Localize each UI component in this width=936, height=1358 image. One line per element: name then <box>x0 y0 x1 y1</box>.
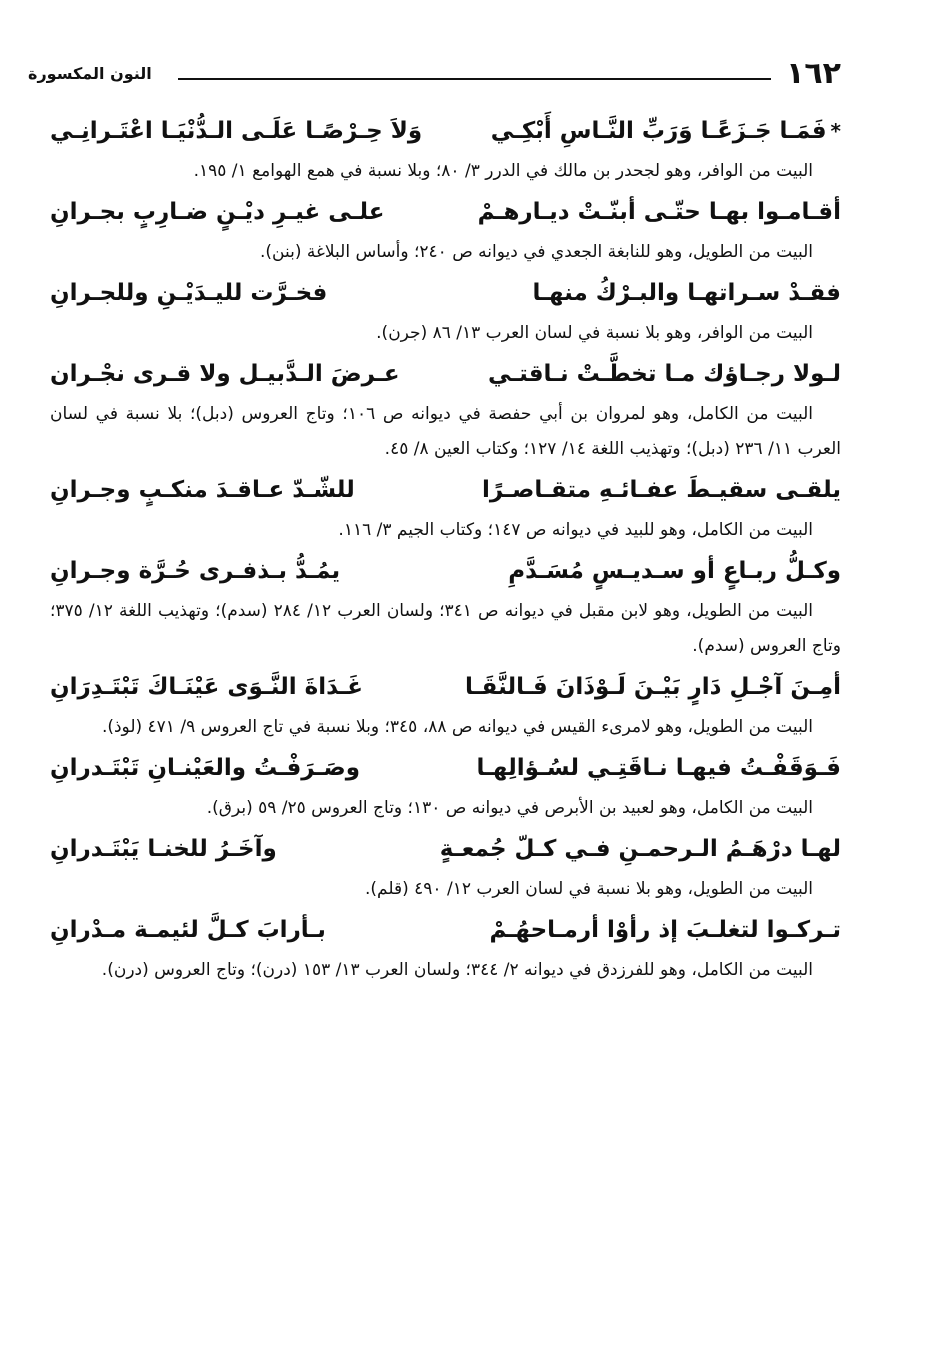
first-hemistich: يلقـى سقيـطَ عفـائـهِ متقـاصـرًا <box>482 477 841 503</box>
first-hemistich: أقـامـوا بهـا حتّـى أبنّـتْ ديـارهـمْ <box>477 199 841 225</box>
star-marker: * <box>830 119 841 143</box>
verse-entry <box>50 189 841 270</box>
first-hemistich: لهـا درْهَـمُ الـرحمـنِ فـي كـلّ جُمعـةٍ <box>439 836 841 862</box>
first-hemistich: تـركـوا لتغلـبَ إذ رأوْا أرمـاحهُـمْ <box>489 917 841 943</box>
verse-line <box>50 826 841 872</box>
verse-note: البيت من الطويل، وهو لامرىء القيس في ديوانه ص ٨٨، ٣٤٥؛ وبلا نسبة في تاج العروس ٩/ ٤٧١ (لوذ). <box>101 717 813 737</box>
chapter-title: النون المكسورة <box>28 64 152 83</box>
header-rule <box>178 78 771 80</box>
verse-note: البيت من الكامل، وهو للبيد في ديوانه ص ١٤٧؛ وكتاب الجيم ٣/ ١١٦. <box>338 520 813 540</box>
second-hemistich: علـى غيـرِ ديْـنٍ ضـارِبٍ بجـرانِ <box>50 199 385 225</box>
verse-list <box>50 108 841 988</box>
second-hemistich: يمُـدُّ بـذفـرى حُـرَّة وجـرانِ <box>50 558 341 584</box>
verse-note: البيت من الطويل، وهو لابن مقبل في ديوانه ص ٣٤١؛ ولسان العرب ١٢/ ٢٨٤ (سدم)؛ وتهذيب اللغة ١٢/ ٣٧٥؛ وتاج العروس (سدم). <box>50 601 841 656</box>
first-hemistich: وكـلُّ ربـاعٍ أو سـديـسٍ مُسَـدَّمِ <box>508 558 841 584</box>
second-hemistich: غَـدَاةَ النَّـوَى عَيْنَـاكَ تَبْتَـدِرَانِ <box>50 674 363 700</box>
verse-note: البيت من الكامل، وهو لعبيد بن الأبرص في ديوانه ص ١٣٠؛ وتاج العروس ٢٥/ ٥٩ (برق). <box>206 798 813 818</box>
verse-entry <box>50 826 841 907</box>
page-number: ١٦٢ <box>786 56 841 91</box>
verse-line <box>50 108 841 154</box>
verse-note: البيت من الكامل، وهو لمروان بن أبي حفصة في ديوانه ص ١٠٦؛ وتاج العروس (دبل)؛ بلا نسبة في لسان العرب ١١/ ٢٣٦ (دبل)؛ وتهذيب اللغة ١٤/ ١٢٧؛ وكتاب العين ٨/ ٤٥. <box>50 404 841 459</box>
first-hemistich: فَـوَقَفْـتُ فيهـا نـاقَتِـي لسُـؤالِهـا <box>476 755 841 781</box>
verse-entry <box>50 467 841 548</box>
verse-line <box>50 907 841 953</box>
first-hemistich: فقـدْ سـراتهـا والبـرْكُ منهـا <box>532 280 841 306</box>
verse-line <box>50 467 841 513</box>
verse-line <box>50 745 841 791</box>
verse-note: البيت من الوافر، وهو بلا نسبة في لسان العرب ١٣/ ٨٦ (جرن). <box>376 323 813 343</box>
verse-entry <box>50 270 841 351</box>
verse-note: البيت من الطويل، وهو بلا نسبة في لسان العرب ١٢/ ٤٩٠ (قلم). <box>365 879 813 899</box>
second-hemistich: بـأرابَ كـلَّ لئيمـة مـدْرانِ <box>50 917 326 943</box>
verse-entry <box>50 907 841 988</box>
page-header <box>28 56 841 96</box>
first-hemistich: أمِـنَ آجْـلِ دَارٍ بَيْـنَ لَـوْذَانَ فَـالنَّقَـا <box>465 674 841 700</box>
second-hemistich: عـرضَ الـدَّبيـل ولا قـرى نجْـران <box>50 361 400 387</box>
verse-line <box>50 548 841 594</box>
verse-line <box>50 351 841 397</box>
verse-entry <box>50 108 841 189</box>
verse-line <box>50 189 841 235</box>
verse-line <box>50 664 841 710</box>
first-hemistich: *فَمَـا جَـزَعًـا وَرَبِّ النَّـاسِ أَبْكِـي <box>490 118 841 144</box>
verse-line <box>50 270 841 316</box>
verse-entry <box>50 351 841 467</box>
verse-note: البيت من الكامل، وهو للفرزدق في ديوانه ٢/ ٣٤٤؛ ولسان العرب ١٣/ ١٥٣ (درن)؛ وتاج العروس (درن). <box>101 960 813 980</box>
verse-note: البيت من الوافر، وهو لجحدر بن مالك في الدرر ٣/ ٨٠؛ وبلا نسبة في همع الهوامع ١/ ١٩٥. <box>193 161 813 181</box>
second-hemistich: فخـرَّت لليـدَيْـنِ وللجـرانِ <box>50 280 328 306</box>
second-hemistich: وَلاَ حِـرْصًـا عَلَـى الـدُّنْيَـا اعْتَـرانِـي <box>50 118 423 144</box>
second-hemistich: وآخَـرُ للخنـا يَبْتَـدرانِ <box>50 836 277 862</box>
second-hemistich: وصَـرَفْـتُ والعَيْنـانِ تَبْتَـدرانِ <box>50 755 360 781</box>
verse-entry <box>50 664 841 745</box>
second-hemistich: للشّـدّ عـاقـدَ منكـبٍ وجـرانِ <box>50 477 355 503</box>
first-hemistich: لـولا رجـاؤك مـا تخطَّـتْ نـاقتـي <box>487 361 841 387</box>
verse-entry <box>50 548 841 664</box>
verse-note: البيت من الطويل، وهو للنابغة الجعدي في ديوانه ص ٢٤٠؛ وأساس البلاغة (بنن). <box>260 242 813 262</box>
verse-entry <box>50 745 841 826</box>
